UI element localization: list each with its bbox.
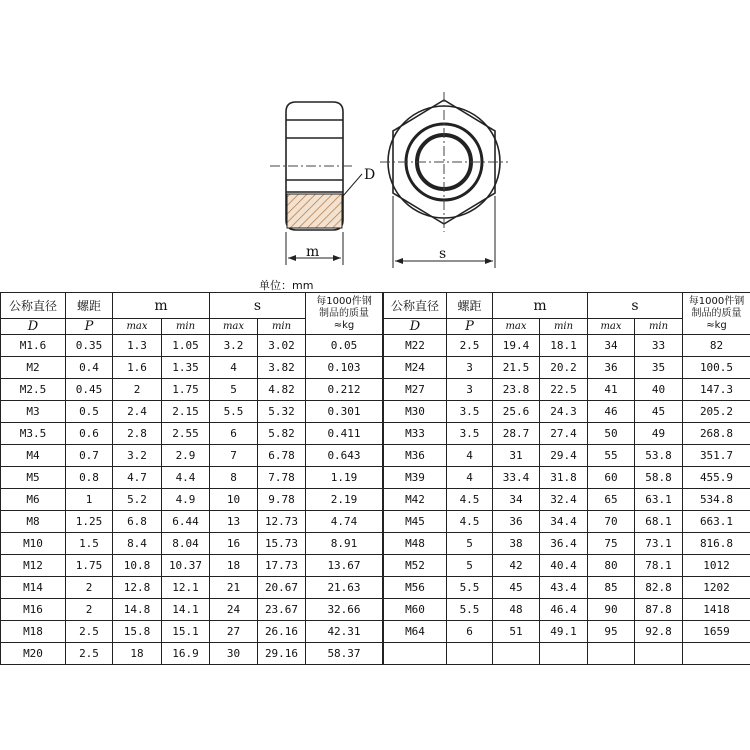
cell-nominal: M14 (1, 577, 66, 599)
cell-pitch: 2 (66, 577, 113, 599)
cell-pitch: 0.45 (66, 379, 113, 401)
cell-s-max: 85 (588, 577, 635, 599)
cell-m-max: 45 (493, 577, 540, 599)
cell-s-max: 95 (588, 621, 635, 643)
cell-s-max: 36 (588, 357, 635, 379)
header-m-min: min (162, 319, 210, 335)
cell-nominal: M30 (384, 401, 447, 423)
cell-m-min: 22.5 (540, 379, 588, 401)
cell-m-max: 36 (493, 511, 540, 533)
cell-mass: 816.8 (683, 533, 750, 555)
cell-nominal: M5 (1, 467, 66, 489)
pitch-symbol: P (465, 319, 474, 334)
header-m: m (113, 293, 210, 319)
cell-m-min: 16.9 (162, 643, 210, 665)
cell-m-max: 21.5 (493, 357, 540, 379)
table-row (384, 357, 750, 379)
cell-mass: 0.643 (306, 445, 383, 467)
cell-pitch: 1 (66, 489, 113, 511)
cell-pitch: 0.35 (66, 335, 113, 357)
cell-s-max (588, 643, 635, 665)
cell-m-min: 12.1 (162, 577, 210, 599)
cell-m-max: 8.4 (113, 533, 162, 555)
cell-pitch: 3 (447, 379, 493, 401)
header-m-max: max (493, 319, 540, 335)
header-pitch-label: 螺距 (457, 299, 482, 313)
header-s: s (210, 293, 306, 319)
cell-pitch: 0.6 (66, 423, 113, 445)
cell-mass: 0.212 (306, 379, 383, 401)
cell-m-max: 1.6 (113, 357, 162, 379)
header-row (384, 293, 750, 319)
cell-pitch: 2.5 (447, 335, 493, 357)
cell-s-min: 68.1 (635, 511, 683, 533)
cell-mass (683, 643, 750, 665)
header-row (1, 293, 383, 319)
nominal-symbol: D (409, 319, 421, 334)
cell-s-min: 40 (635, 379, 683, 401)
cell-m-max: 15.8 (113, 621, 162, 643)
cell-m-min: 2.9 (162, 445, 210, 467)
cell-s-min: 5.82 (258, 423, 306, 445)
cell-pitch: 2.5 (66, 643, 113, 665)
cell-mass: 82 (683, 335, 750, 357)
cell-s-min: 73.1 (635, 533, 683, 555)
cell-mass: 2.19 (306, 489, 383, 511)
nominal-symbol: D (27, 319, 39, 334)
cell-m-min: 18.1 (540, 335, 588, 357)
nut-side-view (286, 102, 362, 265)
cell-m-min: 1.35 (162, 357, 210, 379)
cell-mass: 0.05 (306, 335, 383, 357)
table-row (384, 445, 750, 467)
cell-s-min: 29.16 (258, 643, 306, 665)
cell-nominal: M36 (384, 445, 447, 467)
cell-s-max: 50 (588, 423, 635, 445)
header-m-max: max (113, 319, 162, 335)
cell-m-min: 15.1 (162, 621, 210, 643)
header-nominal-symbol (384, 319, 447, 335)
table-row (1, 467, 383, 489)
cell-s-max: 70 (588, 511, 635, 533)
cell-m-min: 2.55 (162, 423, 210, 445)
cell-pitch: 5 (447, 533, 493, 555)
header-nominal (1, 293, 66, 319)
cell-pitch: 0.7 (66, 445, 113, 467)
cell-s-max: 24 (210, 599, 258, 621)
header-pitch (66, 293, 113, 319)
cell-nominal: M42 (384, 489, 447, 511)
d-label: D (364, 167, 376, 183)
cell-pitch: 3 (447, 357, 493, 379)
cell-mass: 1202 (683, 577, 750, 599)
spec-table-left (0, 292, 383, 665)
cell-m-max: 34 (493, 489, 540, 511)
cell-s-min: 3.82 (258, 357, 306, 379)
cell-s-max: 65 (588, 489, 635, 511)
hex-nut-drawing (0, 0, 750, 275)
cell-m-min: 29.4 (540, 445, 588, 467)
s-label: s (439, 246, 447, 262)
cell-m-min: 27.4 (540, 423, 588, 445)
cell-m-min: 1.05 (162, 335, 210, 357)
header-s-max: max (210, 319, 258, 335)
table-row (384, 511, 750, 533)
cell-s-max: 60 (588, 467, 635, 489)
cell-s-max: 46 (588, 401, 635, 423)
cell-pitch: 5 (447, 555, 493, 577)
cell-m-max: 23.8 (493, 379, 540, 401)
cell-s-min: 20.67 (258, 577, 306, 599)
table-row (384, 533, 750, 555)
cell-nominal (384, 643, 447, 665)
cell-nominal: M2 (1, 357, 66, 379)
header-mass-line2: 制品的质量 (691, 307, 742, 319)
cell-m-max: 19.4 (493, 335, 540, 357)
cell-m-min: 10.37 (162, 555, 210, 577)
cell-s-max: 41 (588, 379, 635, 401)
table-row (1, 621, 383, 643)
cell-nominal: M12 (1, 555, 66, 577)
table-row (1, 599, 383, 621)
cell-nominal: M3.5 (1, 423, 66, 445)
cell-m-max: 28.7 (493, 423, 540, 445)
cell-s-min: 26.16 (258, 621, 306, 643)
right-table-body (384, 335, 750, 665)
cell-pitch: 0.8 (66, 467, 113, 489)
header-m-min: min (540, 319, 588, 335)
cell-m-max: 3.2 (113, 445, 162, 467)
header-m: m (493, 293, 588, 319)
cell-m-min: 32.4 (540, 489, 588, 511)
cell-s-max: 80 (588, 555, 635, 577)
header-mass (683, 293, 750, 335)
cell-m-max: 2.8 (113, 423, 162, 445)
cell-mass: 147.3 (683, 379, 750, 401)
cell-mass: 1659 (683, 621, 750, 643)
cell-s-max: 3.2 (210, 335, 258, 357)
cell-nominal: M18 (1, 621, 66, 643)
cell-pitch: 4 (447, 467, 493, 489)
cell-nominal: M52 (384, 555, 447, 577)
cell-s-min: 12.73 (258, 511, 306, 533)
header-nominal-label: 公称直径 (390, 299, 439, 313)
header-nominal-label: 公称直径 (8, 299, 57, 313)
cell-mass: 13.67 (306, 555, 383, 577)
cell-nominal: M64 (384, 621, 447, 643)
cell-s-min: 82.8 (635, 577, 683, 599)
cell-m-min: 46.4 (540, 599, 588, 621)
cell-s-max: 18 (210, 555, 258, 577)
cell-m-min: 1.75 (162, 379, 210, 401)
header-nominal (384, 293, 447, 319)
cell-m-min: 49.1 (540, 621, 588, 643)
cell-pitch: 4 (447, 445, 493, 467)
cell-nominal: M8 (1, 511, 66, 533)
cell-mass: 205.2 (683, 401, 750, 423)
cell-nominal: M56 (384, 577, 447, 599)
cell-s-max: 34 (588, 335, 635, 357)
cell-s-min: 53.8 (635, 445, 683, 467)
table-row (1, 445, 383, 467)
table-row (384, 555, 750, 577)
cell-pitch: 6 (447, 621, 493, 643)
header-nominal-symbol (1, 319, 66, 335)
cell-pitch: 2 (66, 599, 113, 621)
cell-pitch: 1.75 (66, 555, 113, 577)
cell-pitch: 3.5 (447, 423, 493, 445)
cell-m-max: 42 (493, 555, 540, 577)
cell-m-max: 5.2 (113, 489, 162, 511)
cell-s-max: 6 (210, 423, 258, 445)
cell-mass: 351.7 (683, 445, 750, 467)
header-mass-line1: 每1000件钢 (316, 295, 372, 307)
cell-nominal: M27 (384, 379, 447, 401)
cell-s-min: 3.02 (258, 335, 306, 357)
header-pitch-symbol (66, 319, 113, 335)
cell-s-min: 6.78 (258, 445, 306, 467)
cell-s-max: 55 (588, 445, 635, 467)
cell-m-min: 24.3 (540, 401, 588, 423)
cell-m-max: 2 (113, 379, 162, 401)
cell-mass: 100.5 (683, 357, 750, 379)
cell-mass: 21.63 (306, 577, 383, 599)
cell-pitch: 1.25 (66, 511, 113, 533)
cell-nominal: M1.6 (1, 335, 66, 357)
cell-m-min (540, 643, 588, 665)
cell-mass: 4.74 (306, 511, 383, 533)
cell-m-min: 6.44 (162, 511, 210, 533)
cell-s-max: 13 (210, 511, 258, 533)
cell-m-max: 2.4 (113, 401, 162, 423)
cell-nominal: M6 (1, 489, 66, 511)
table-row (1, 423, 383, 445)
cell-s-min: 87.8 (635, 599, 683, 621)
cell-m-min: 36.4 (540, 533, 588, 555)
header-mass-line3: ≈kg (333, 319, 355, 331)
section-hatch (287, 194, 342, 228)
cell-mass: 663.1 (683, 511, 750, 533)
cell-s-max: 5.5 (210, 401, 258, 423)
cell-m-min: 31.8 (540, 467, 588, 489)
cell-s-min: 9.78 (258, 489, 306, 511)
cell-mass: 32.66 (306, 599, 383, 621)
cell-pitch: 0.5 (66, 401, 113, 423)
table-row (1, 379, 383, 401)
header-pitch-symbol (447, 319, 493, 335)
cell-m-max: 12.8 (113, 577, 162, 599)
table-row (384, 489, 750, 511)
cell-s-min: 4.82 (258, 379, 306, 401)
cell-m-max: 51 (493, 621, 540, 643)
table-row (1, 489, 383, 511)
table-row (1, 401, 383, 423)
pitch-symbol: P (84, 319, 94, 334)
table-row (384, 467, 750, 489)
cell-s-min: 49 (635, 423, 683, 445)
cell-s-max: 8 (210, 467, 258, 489)
cell-mass: 58.37 (306, 643, 383, 665)
cell-s-min: 78.1 (635, 555, 683, 577)
cell-pitch: 4.5 (447, 489, 493, 511)
cell-m-max: 10.8 (113, 555, 162, 577)
cell-m-max: 31 (493, 445, 540, 467)
cell-m-max: 14.8 (113, 599, 162, 621)
cell-nominal: M4 (1, 445, 66, 467)
cell-s-min: 63.1 (635, 489, 683, 511)
cell-s-min: 23.67 (258, 599, 306, 621)
cell-s-min (635, 643, 683, 665)
m-label: m (306, 244, 320, 260)
cell-pitch: 4.5 (447, 511, 493, 533)
table-row (384, 577, 750, 599)
cell-m-max: 25.6 (493, 401, 540, 423)
table-row (1, 335, 383, 357)
cell-m-max: 6.8 (113, 511, 162, 533)
cell-m-min: 4.9 (162, 489, 210, 511)
cell-pitch (447, 643, 493, 665)
cell-pitch: 1.5 (66, 533, 113, 555)
cell-nominal: M39 (384, 467, 447, 489)
cell-s-max: 90 (588, 599, 635, 621)
cell-s-max: 4 (210, 357, 258, 379)
cell-s-min: 35 (635, 357, 683, 379)
cell-s-min: 5.32 (258, 401, 306, 423)
cell-m-min: 34.4 (540, 511, 588, 533)
cell-s-max: 21 (210, 577, 258, 599)
table-row (384, 379, 750, 401)
table-row (1, 555, 383, 577)
cell-pitch: 2.5 (66, 621, 113, 643)
header-mass-line3: ≈kg (706, 319, 727, 331)
table-row (1, 357, 383, 379)
cell-m-min: 43.4 (540, 577, 588, 599)
cell-s-max: 7 (210, 445, 258, 467)
cell-mass: 455.9 (683, 467, 750, 489)
cell-nominal: M45 (384, 511, 447, 533)
header-s-max: max (588, 319, 635, 335)
cell-nominal: M48 (384, 533, 447, 555)
cell-m-min: 4.4 (162, 467, 210, 489)
cell-s-max: 10 (210, 489, 258, 511)
cell-pitch: 5.5 (447, 599, 493, 621)
cell-s-min: 17.73 (258, 555, 306, 577)
cell-s-max: 16 (210, 533, 258, 555)
header-s-min: min (258, 319, 306, 335)
cell-s-min: 45 (635, 401, 683, 423)
cell-m-min: 14.1 (162, 599, 210, 621)
cell-nominal: M3 (1, 401, 66, 423)
cell-mass: 268.8 (683, 423, 750, 445)
cell-m-max: 48 (493, 599, 540, 621)
unit-label: 单位：mm (259, 279, 314, 292)
cell-mass: 0.301 (306, 401, 383, 423)
cell-nominal: M22 (384, 335, 447, 357)
cell-m-max: 38 (493, 533, 540, 555)
table-row (1, 511, 383, 533)
table-row (384, 401, 750, 423)
cell-mass: 1012 (683, 555, 750, 577)
cell-m-max: 1.3 (113, 335, 162, 357)
table-row (384, 643, 750, 665)
cell-s-max: 5 (210, 379, 258, 401)
cell-m-min: 2.15 (162, 401, 210, 423)
cell-s-max: 75 (588, 533, 635, 555)
cell-s-min: 7.78 (258, 467, 306, 489)
cell-m-min: 40.4 (540, 555, 588, 577)
cell-mass: 0.411 (306, 423, 383, 445)
cell-mass: 8.91 (306, 533, 383, 555)
cell-nominal: M16 (1, 599, 66, 621)
cell-mass: 534.8 (683, 489, 750, 511)
cell-nominal: M33 (384, 423, 447, 445)
header-pitch-label: 螺距 (76, 299, 101, 313)
cell-s-min: 92.8 (635, 621, 683, 643)
cell-nominal: M20 (1, 643, 66, 665)
cell-pitch: 5.5 (447, 577, 493, 599)
table-row (384, 599, 750, 621)
header-mass-line2: 制品的质量 (319, 307, 369, 319)
header-pitch (447, 293, 493, 319)
cell-nominal: M10 (1, 533, 66, 555)
table-row (384, 621, 750, 643)
table-row (1, 643, 383, 665)
cell-s-max: 30 (210, 643, 258, 665)
cell-s-max: 27 (210, 621, 258, 643)
cell-nominal: M24 (384, 357, 447, 379)
cell-s-min: 15.73 (258, 533, 306, 555)
table-row (1, 577, 383, 599)
cell-mass: 0.103 (306, 357, 383, 379)
table-row (1, 533, 383, 555)
cell-m-max: 33.4 (493, 467, 540, 489)
header-s-min: min (635, 319, 683, 335)
cell-nominal: M2.5 (1, 379, 66, 401)
header-mass-line1: 每1000件钢 (688, 295, 745, 307)
table-row (384, 423, 750, 445)
cell-s-min: 33 (635, 335, 683, 357)
cell-s-min: 58.8 (635, 467, 683, 489)
cell-mass: 1.19 (306, 467, 383, 489)
cell-m-max: 4.7 (113, 467, 162, 489)
spec-table-right (383, 292, 750, 665)
cell-m-max (493, 643, 540, 665)
table-row (384, 335, 750, 357)
cell-nominal: M60 (384, 599, 447, 621)
cell-m-min: 8.04 (162, 533, 210, 555)
cell-pitch: 0.4 (66, 357, 113, 379)
cell-m-min: 20.2 (540, 357, 588, 379)
cell-pitch: 3.5 (447, 401, 493, 423)
cell-mass: 1418 (683, 599, 750, 621)
cell-m-max: 18 (113, 643, 162, 665)
cell-mass: 42.31 (306, 621, 383, 643)
header-s: s (588, 293, 683, 319)
header-mass (306, 293, 383, 335)
left-table-body (1, 335, 383, 665)
